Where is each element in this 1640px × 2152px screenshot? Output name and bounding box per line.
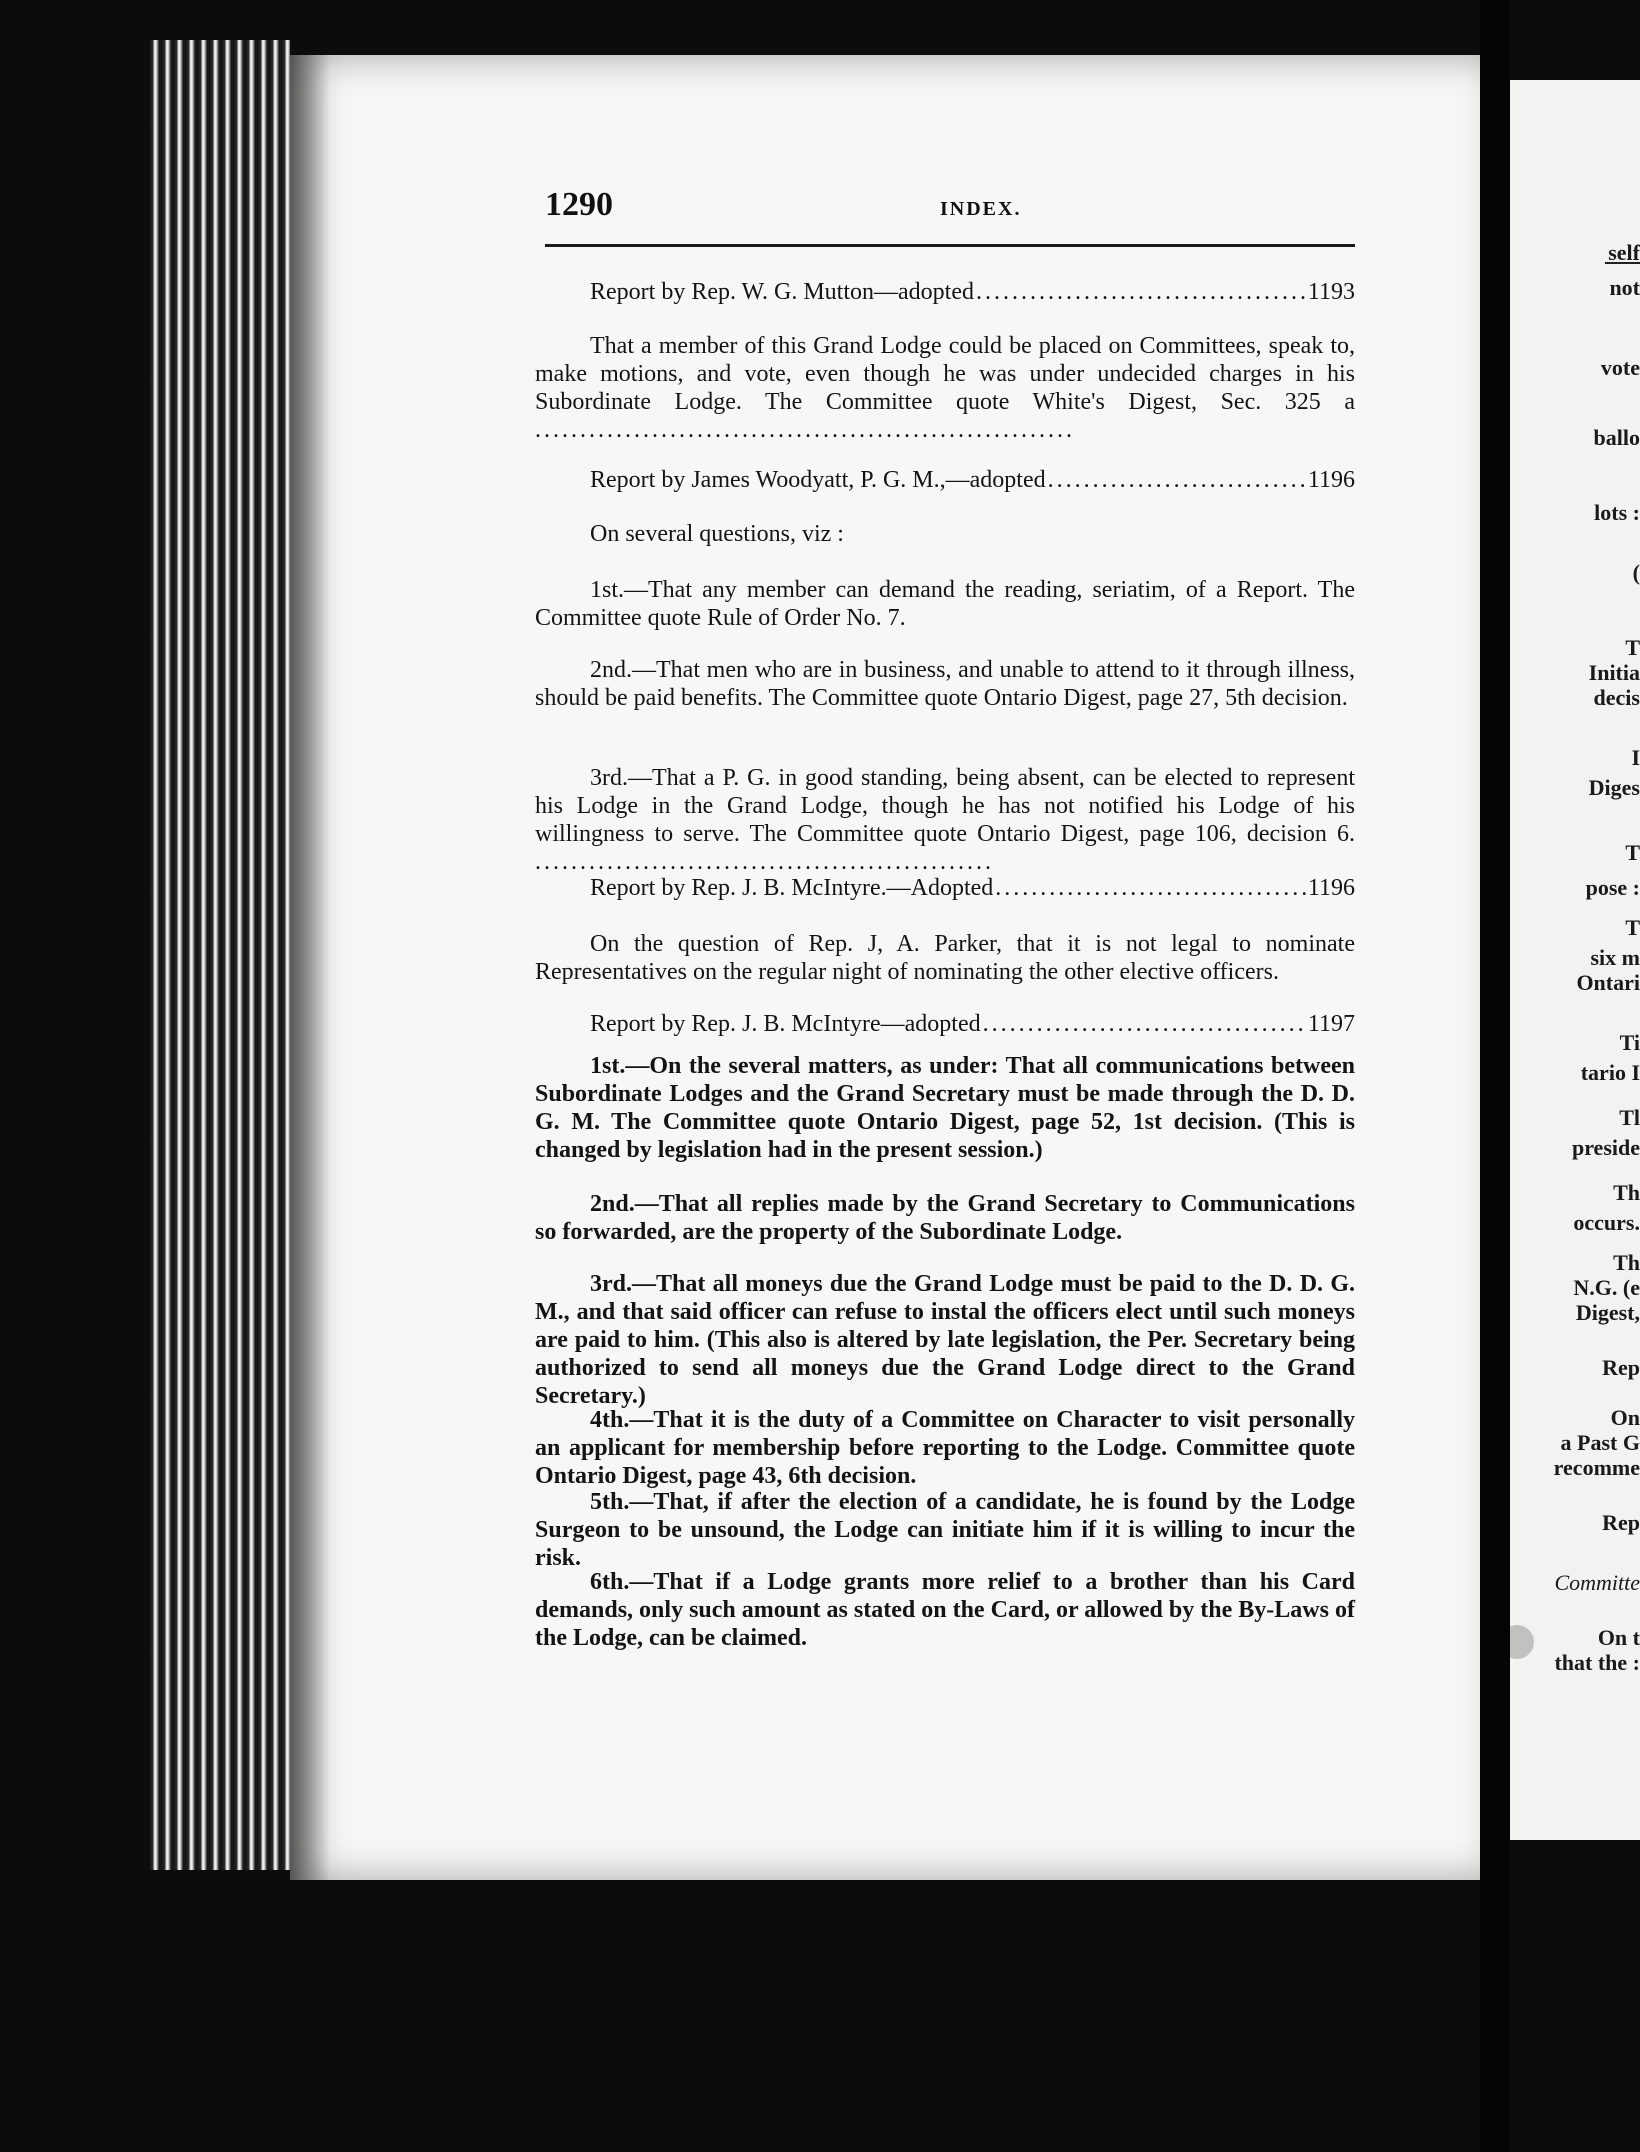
report-entry <box>535 1010 1355 1038</box>
paragraph-text: 2nd.—That men who are in business, and unable to attend to it through illness, should be paid benefits. The Committee quote Ontario Digest, page 27, 5th decision. <box>535 657 1355 711</box>
adjacent-page-fragment: Rep <box>1602 1355 1640 1380</box>
adjacent-page-fragment: not <box>1609 275 1640 300</box>
running-title: INDEX. <box>940 198 1022 220</box>
page-gutter <box>1480 0 1510 2152</box>
adjacent-page-fragment: Ti <box>1619 1030 1640 1055</box>
index-paragraph <box>535 1270 1355 1410</box>
adjacent-page <box>1510 80 1640 1840</box>
report-entry <box>535 466 1355 494</box>
adjacent-page-fragment: Rep <box>1602 1510 1640 1535</box>
adjacent-page-fragment: Th <box>1613 1250 1640 1275</box>
adjacent-page-fragment: tario I <box>1580 1060 1640 1085</box>
trailing-dot-leader: ............................................................ <box>535 417 1075 443</box>
page-reference: 1193 <box>1307 279 1355 305</box>
page-reference: 1196 <box>1307 875 1355 901</box>
paragraph-text: 2nd.—That all replies made by the Grand Secretary to Communications so forwarded, are the property of the Subordinate Lodge. <box>535 1191 1355 1245</box>
adjacent-page-fragment: a Past G <box>1560 1430 1640 1455</box>
adjacent-page-fragment: T <box>1625 840 1640 865</box>
paragraph-text: 4th.—That it is the duty of a Committee on Character to visit personally an applicant for membership before reporting to the Lodge. Committee quote Ontario Digest, page 43, 6th decision. <box>535 1407 1355 1489</box>
adjacent-page-fragment: lots : <box>1594 500 1640 525</box>
page-number: 1290 <box>545 186 613 223</box>
adjacent-page-fragment: six m <box>1590 945 1640 970</box>
adjacent-page-fragment: I <box>1631 745 1640 770</box>
dot-leader <box>983 1010 1306 1038</box>
ink-smudge <box>1500 1625 1534 1659</box>
adjacent-page-fragment: self <box>1608 240 1640 265</box>
adjacent-page-fragment: preside <box>1571 1135 1640 1160</box>
index-paragraph <box>535 764 1355 876</box>
adjacent-page-fragment: that the : <box>1554 1650 1640 1675</box>
report-label: Report by Rep. J. B. McIntyre.—Adopted <box>590 875 994 901</box>
paragraph-text: On several questions, viz : <box>590 521 844 547</box>
adjacent-page-fragment: Tl <box>1619 1105 1640 1130</box>
index-paragraph <box>535 930 1355 986</box>
adjacent-page-fragment: Th <box>1613 1180 1640 1205</box>
report-label: Report by James Woodyatt, P. G. M.,—adopted <box>590 467 1046 493</box>
index-paragraph <box>535 1190 1355 1246</box>
adjacent-page-fragment: vote <box>1600 355 1640 380</box>
adjacent-page-fragment: Committe <box>1554 1570 1640 1595</box>
book-page-edges <box>150 40 290 1870</box>
page-reference: 1196 <box>1307 467 1355 493</box>
adjacent-page-fragment: On <box>1610 1405 1640 1430</box>
adjacent-page-fragment: T <box>1625 915 1640 940</box>
adjacent-page-fragment: occurs. <box>1573 1210 1640 1235</box>
index-paragraph <box>535 576 1355 632</box>
index-paragraph <box>535 1488 1355 1572</box>
adjacent-page-fragment: N.G. (e <box>1573 1275 1640 1300</box>
spine-shadow <box>290 55 330 1880</box>
paragraph-text: 3rd.—That a P. G. in good standing, being absent, can be elected to represent his Lodge in the Grand Lodge, though he has not notified his Lodge of his willingness to serve. The Committee quote Ontario Digest, page 106, decision 6. <box>535 765 1355 847</box>
page-header <box>545 186 1365 226</box>
index-paragraph <box>535 520 1355 548</box>
adjacent-page-fragment: Digest, <box>1575 1300 1640 1325</box>
adjacent-page-fragment: ballo <box>1593 425 1640 450</box>
adjacent-page-fragment: Initia <box>1588 660 1640 685</box>
paragraph-text: 6th.—That if a Lodge grants more relief to a brother than his Card demands, only such amount as stated on the Card, or allowed by the By-Laws of the Lodge, can be claimed. <box>535 1569 1355 1651</box>
page-reference: 1197 <box>1307 1011 1355 1037</box>
index-paragraph <box>535 332 1355 444</box>
adjacent-page-fragment: pose : <box>1585 875 1640 900</box>
adjacent-page-fragment: On t <box>1597 1625 1640 1650</box>
report-label: Report by Rep. J. B. McIntyre—adopted <box>590 1011 981 1037</box>
dot-leader <box>976 278 1306 306</box>
adjacent-page-fragment: Diges <box>1588 775 1640 800</box>
index-paragraph <box>535 1406 1355 1490</box>
paragraph-text: 5th.—That, if after the election of a candidate, he is found by the Lodge Surgeon to be unsound, the Lodge can initiate him if it is willing to incur the risk. <box>535 1489 1355 1571</box>
report-entry <box>535 874 1355 902</box>
adjacent-page-fragment: recomme <box>1553 1455 1640 1480</box>
paragraph-text: On the question of Rep. J, A. Parker, that it is not legal to nominate Representatives on the regular night of nominating the other elective officers. <box>535 931 1355 985</box>
paragraph-text: 3rd.—That all moneys due the Grand Lodge must be paid to the D. D. G. M., and that said officer can refuse to instal the officers elect until such moneys are paid to him. (This also is altered by late legislation, the Per. Secretary being authorized to send all moneys due the Grand Lodge direct to the Grand Secretary.) <box>535 1271 1355 1409</box>
report-entry <box>535 278 1355 306</box>
index-paragraph <box>535 656 1355 712</box>
adjacent-page-fragment: decis <box>1593 685 1640 710</box>
dot-leader <box>1048 466 1306 494</box>
index-paragraph <box>535 1052 1355 1164</box>
index-paragraph <box>535 1568 1355 1652</box>
header-rule <box>545 244 1355 247</box>
adjacent-page-fragment: Ontari <box>1576 970 1640 995</box>
paragraph-text: 1st.—On the several matters, as under: That all communications between Subordinate Lodges and the Grand Secretary must be made through the D. D. G. M. The Committee quote Ontario Digest, page 52, 1st decision. (This is changed by legislation had in the present session.) <box>535 1053 1355 1163</box>
paragraph-text: That a member of this Grand Lodge could be placed on Committees, speak to, make motions, and vote, even though he was under undecided charges in his Subordinate Lodge. The Committee quote White's Digest, Sec. 325 a <box>535 333 1355 415</box>
paragraph-text: 1st.—That any member can demand the reading, seriatim, of a Report. The Committee quote Rule of Order No. 7. <box>535 577 1355 631</box>
dot-leader <box>995 874 1306 902</box>
adjacent-page-fragment: T <box>1625 635 1640 660</box>
adjacent-page-fragment: ( <box>1632 560 1640 585</box>
report-label: Report by Rep. W. G. Mutton—adopted <box>590 279 974 305</box>
trailing-dot-leader: ................................................... <box>535 849 994 875</box>
